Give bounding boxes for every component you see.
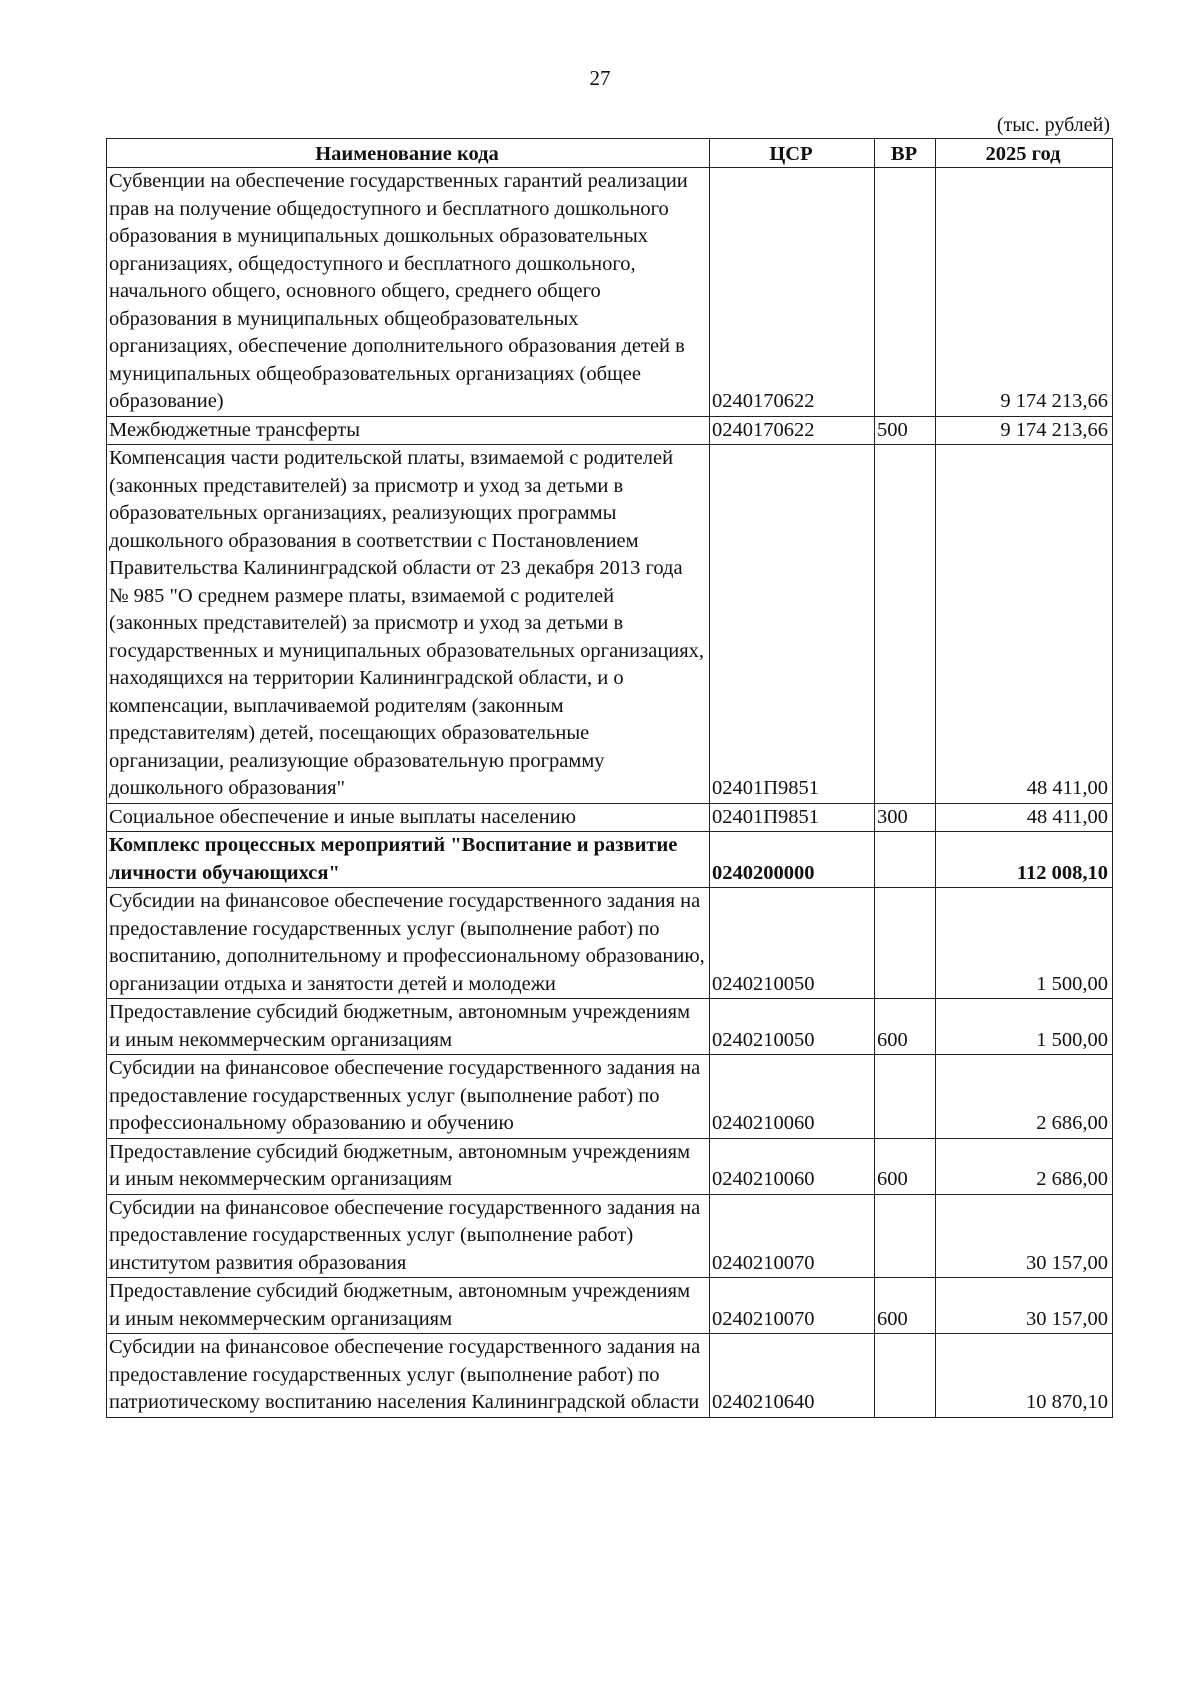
row-name: Субсидии на финансовое обеспечение государственного задания на предоставление государственных услуг (выполнение работ) по воспитанию, дополнительному и профессиональному образованию, организации отдыха и занятости детей и молодежи <box>107 888 710 999</box>
page-number: 27 <box>589 66 611 90</box>
row-amount: 9 174 213,66 <box>936 168 1113 417</box>
budget-table <box>106 138 1113 1418</box>
row-vr: 300 <box>875 803 936 832</box>
table-row <box>107 1278 1113 1334</box>
row-amount: 2 686,00 <box>936 1055 1113 1139</box>
row-amount: 1 500,00 <box>936 888 1113 999</box>
table-row <box>107 888 1113 999</box>
table-row <box>107 803 1113 832</box>
row-name: Компенсация части родительской платы, взимаемой с родителей (законных представителей) за присмотр и уход за детьми в образовательных организациях, реализующих программы дошкольного образования в соответствии с Постановлением Правительства Калининградской области от 23 декабря 2013 года № 985 "О среднем размере платы, взимаемой с родителей (законных представителей) за присмотр и уход за детьми в государственных и муниципальных образовательных организациях, находящихся на территории Калининградской области, и о компенсации, выплачиваемой родителям (законным представителям) детей, посещающих образовательные организации, реализующие образовательную программу дошкольного образования" <box>107 445 710 804</box>
row-csr: 0240210070 <box>710 1194 875 1278</box>
row-name: Комплекс процессных мероприятий "Воспитание и развитие личности обучающихся" <box>107 832 710 888</box>
row-csr: 0240210050 <box>710 999 875 1055</box>
row-vr: 500 <box>875 416 936 445</box>
units-note: (тыс. рублей) <box>996 114 1110 136</box>
row-vr <box>875 445 936 804</box>
table-body <box>107 168 1113 1418</box>
row-name: Субсидии на финансовое обеспечение государственного задания на предоставление государственных услуг (выполнение работ) по патриотическому воспитанию населения Калининградской области <box>107 1334 710 1418</box>
row-csr: 0240210060 <box>710 1055 875 1139</box>
row-name: Социальное обеспечение и иные выплаты населению <box>107 803 710 832</box>
row-vr: 600 <box>875 1138 936 1194</box>
row-name: Субвенции на обеспечение государственных гарантий реализации прав на получение общедоступного и бесплатного дошкольного образования в муниципальных дошкольных образовательных организациях, общедоступного и бесплатного дошкольного, начального общего, основного общего, среднего общего образования в муниципальных общеобразовательных организациях, обеспечение дополнительного образования детей в муниципальных общеобразовательных организациях (общее образование) <box>107 168 710 417</box>
row-csr: 0240210050 <box>710 888 875 999</box>
row-vr <box>875 168 936 417</box>
row-amount: 1 500,00 <box>936 999 1113 1055</box>
row-name: Субсидии на финансовое обеспечение государственного задания на предоставление государственных услуг (выполнение работ) по профессиональному образованию и обучению <box>107 1055 710 1139</box>
row-vr: 600 <box>875 1278 936 1334</box>
row-amount: 10 870,10 <box>936 1334 1113 1418</box>
row-csr: 0240200000 <box>710 832 875 888</box>
table-row <box>107 416 1113 445</box>
header-csr: ЦСР <box>710 139 875 168</box>
table-row <box>107 1194 1113 1278</box>
header-year: 2025 год <box>936 139 1113 168</box>
table-header <box>107 139 1113 168</box>
row-vr <box>875 832 936 888</box>
row-amount: 30 157,00 <box>936 1194 1113 1278</box>
row-amount: 112 008,10 <box>936 832 1113 888</box>
row-csr: 02401П9851 <box>710 803 875 832</box>
header-name: Наименование кода <box>107 139 710 168</box>
row-vr: 600 <box>875 999 936 1055</box>
row-name: Предоставление субсидий бюджетным, автономным учреждениям и иным некоммерческим организациям <box>107 1278 710 1334</box>
header-row <box>107 139 1113 168</box>
row-csr: 02401П9851 <box>710 445 875 804</box>
table-row <box>107 1138 1113 1194</box>
table-row <box>107 168 1113 417</box>
row-amount: 30 157,00 <box>936 1278 1113 1334</box>
row-amount: 2 686,00 <box>936 1138 1113 1194</box>
row-vr <box>875 1055 936 1139</box>
row-vr <box>875 1194 936 1278</box>
row-name: Предоставление субсидий бюджетным, автономным учреждениям и иным некоммерческим организациям <box>107 1138 710 1194</box>
row-vr <box>875 1334 936 1418</box>
table-row <box>107 1055 1113 1139</box>
table-row <box>107 832 1113 888</box>
row-csr: 0240210070 <box>710 1278 875 1334</box>
row-vr <box>875 888 936 999</box>
table-row <box>107 1334 1113 1418</box>
row-csr: 0240170622 <box>710 168 875 417</box>
row-csr: 0240210060 <box>710 1138 875 1194</box>
row-csr: 0240170622 <box>710 416 875 445</box>
table-row <box>107 445 1113 804</box>
row-amount: 9 174 213,66 <box>936 416 1113 445</box>
row-name: Субсидии на финансовое обеспечение государственного задания на предоставление государственных услуг (выполнение работ) институтом развития образования <box>107 1194 710 1278</box>
row-name: Межбюджетные трансферты <box>107 416 710 445</box>
row-name: Предоставление субсидий бюджетным, автономным учреждениям и иным некоммерческим организациям <box>107 999 710 1055</box>
table-row <box>107 999 1113 1055</box>
row-csr: 0240210640 <box>710 1334 875 1418</box>
row-amount: 48 411,00 <box>936 803 1113 832</box>
row-amount: 48 411,00 <box>936 445 1113 804</box>
header-vr: ВР <box>875 139 936 168</box>
